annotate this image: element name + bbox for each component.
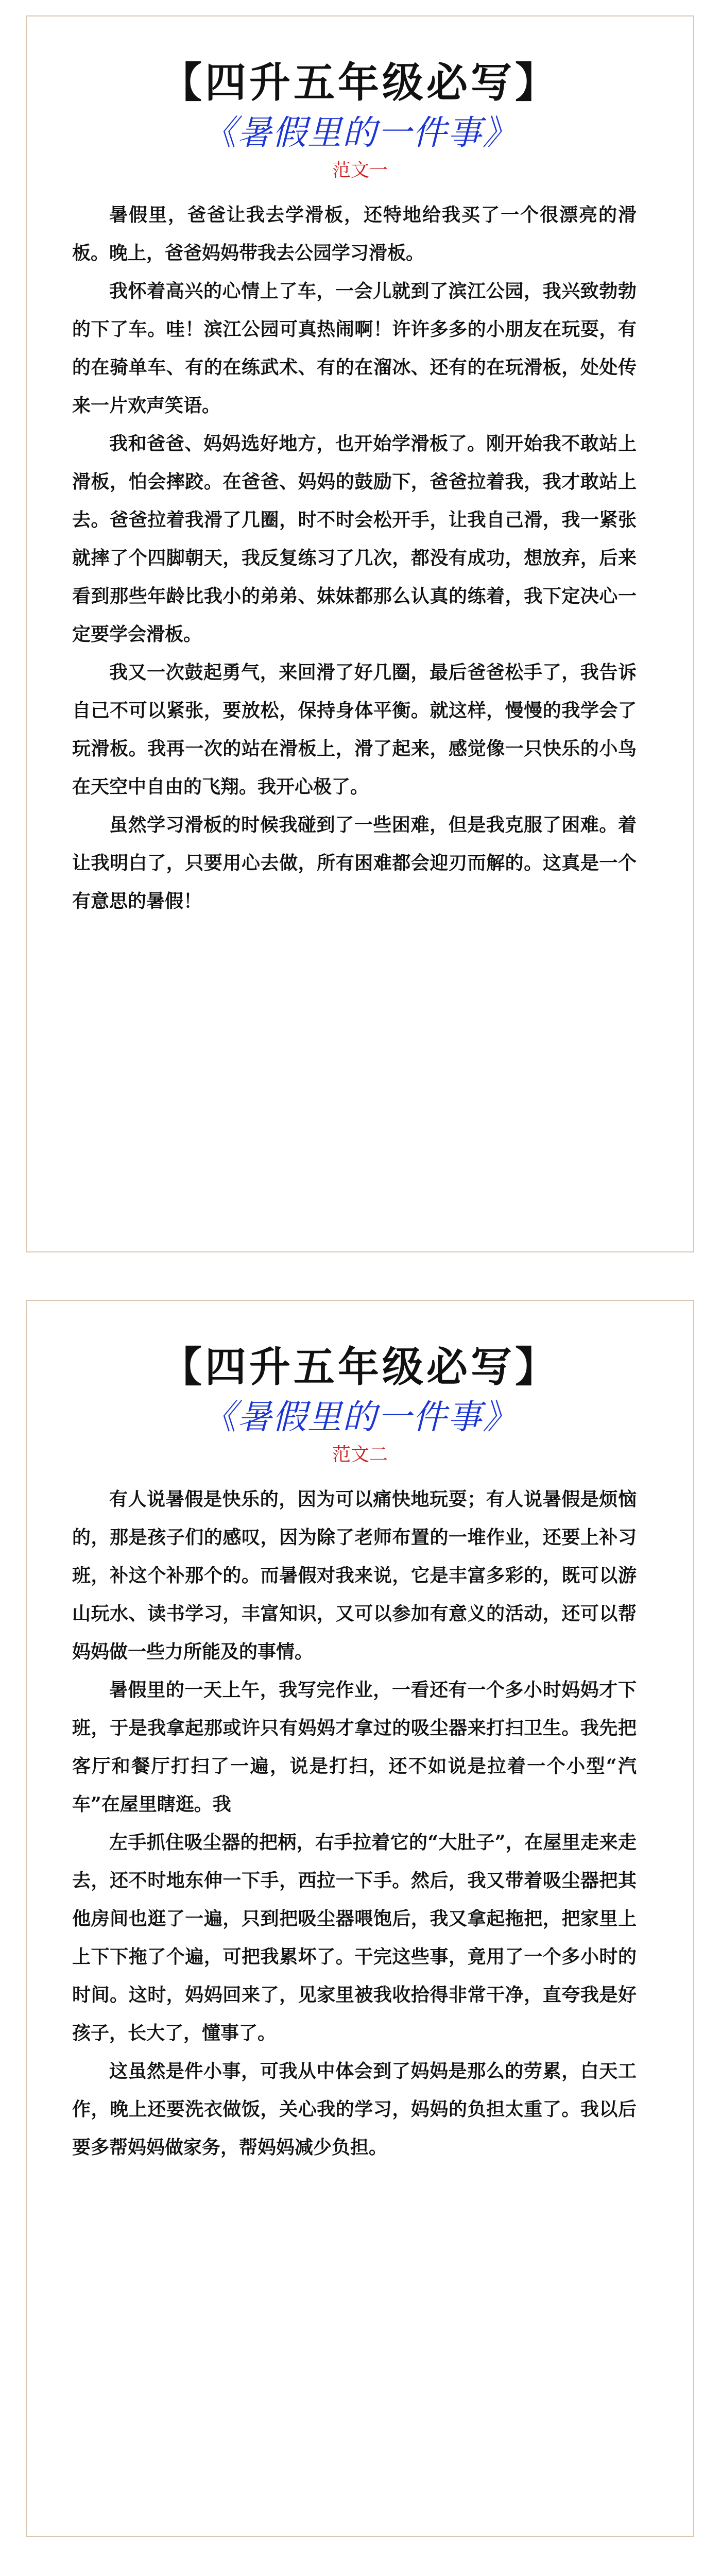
essay-card-1 (26, 15, 694, 1252)
paragraph: 我又一次鼓起勇气，来回滑了好几圈，最后爸爸松手了，我告诉自己不可以紧张，要放松，保持身体平衡。就这样，慢慢的我学会了玩滑板。我再一次的站在滑板上，滑了起来，感觉像一只快乐的小鸟在天空中自由的飞翔。我开心极了。 (72, 662, 637, 798)
paragraph: 虽然学习滑板的时候我碰到了一些困难，但是我克服了困难。着让我明白了，只要用心去做，所有困难都会迎刃而解的。这真是一个有意思的暑假！ (72, 814, 637, 912)
essay-subtitle: 《暑假里的一件事》 (202, 113, 518, 152)
essay-label: 范文一 (332, 160, 388, 181)
essay-card-2 (26, 1300, 694, 2537)
essay-body (72, 196, 637, 920)
essay-title: 【四升五年级必写】 (161, 1343, 559, 1391)
paragraph: 暑假里的一天上午，我写完作业，一看还有一个多小时妈妈才下班，于是我拿起那或许只有妈妈才拿过的吸尘器来打扫卫生。我先把客厅和餐厅打扫了一遍，说是打扫，还不如说是拉着一个小型“汽车”在屋里瞎逛。我 (72, 1679, 637, 1815)
paragraph: 这虽然是件小事，可我从中体会到了妈妈是那么的劳累，白天工作，晚上还要洗衣做饭，关心我的学习，妈妈的负担太重了。我以后要多帮妈妈做家务，帮妈妈减少负担。 (72, 2060, 637, 2158)
essay-title: 【四升五年级必写】 (161, 58, 559, 107)
paragraph: 左手抓住吸尘器的把柄，右手拉着它的“大肚子”，在屋里走来走去，还不时地东伸一下手，西拉一下手。然后，我又带着吸尘器把其他房间也逛了一遍，只到把吸尘器喂饱后，我又拿起拖把，把家里上上下下拖了个遍，可把我累坏了。干完这些事，竟用了一个多小时的时间。这时，妈妈回来了，见家里被我收拾得非常干净，直夸我是好孩子，长大了，懂事了。 (72, 1832, 637, 2044)
essay-label: 范文二 (332, 1444, 388, 1465)
essay-subtitle: 《暑假里的一件事》 (202, 1397, 518, 1437)
paragraph: 有人说暑假是快乐的，因为可以痛快地玩耍；有人说暑假是烦恼的，那是孩子们的感叹，因为除了老师布置的一堆作业，还要上补习班，补这个补那个的。而暑假对我来说，它是丰富多彩的，既可以游山玩水、读书学习，丰富知识，又可以参加有意义的活动，还可以帮妈妈做一些力所能及的事情。 (72, 1488, 637, 1663)
essay-body (72, 1480, 637, 2166)
paragraph: 我怀着高兴的心情上了车，一会儿就到了滨江公园，我兴致勃勃的下了车。哇！滨江公园可真热闹啊！许许多多的小朋友在玩耍，有的在骑单车、有的在练武术、有的在溜冰、还有的在玩滑板，处处传来一片欢声笑语。 (72, 280, 637, 416)
paragraph: 我和爸爸、妈妈选好地方，也开始学滑板了。刚开始我不敢站上滑板，怕会摔跤。在爸爸、妈妈的鼓励下，爸爸拉着我，我才敢站上去。爸爸拉着我滑了几圈，时不时会松开手，让我自己滑，我一紧张就摔了个四脚朝天，我反复练习了几次，都没有成功，想放弃，后来看到那些年龄比我小的弟弟、妹妹都那么认真的练着，我下定决心一定要学会滑板。 (72, 433, 637, 645)
paragraph: 暑假里，爸爸让我去学滑板，还特地给我买了一个很漂亮的滑板。晚上，爸爸妈妈带我去公园学习滑板。 (72, 204, 637, 264)
